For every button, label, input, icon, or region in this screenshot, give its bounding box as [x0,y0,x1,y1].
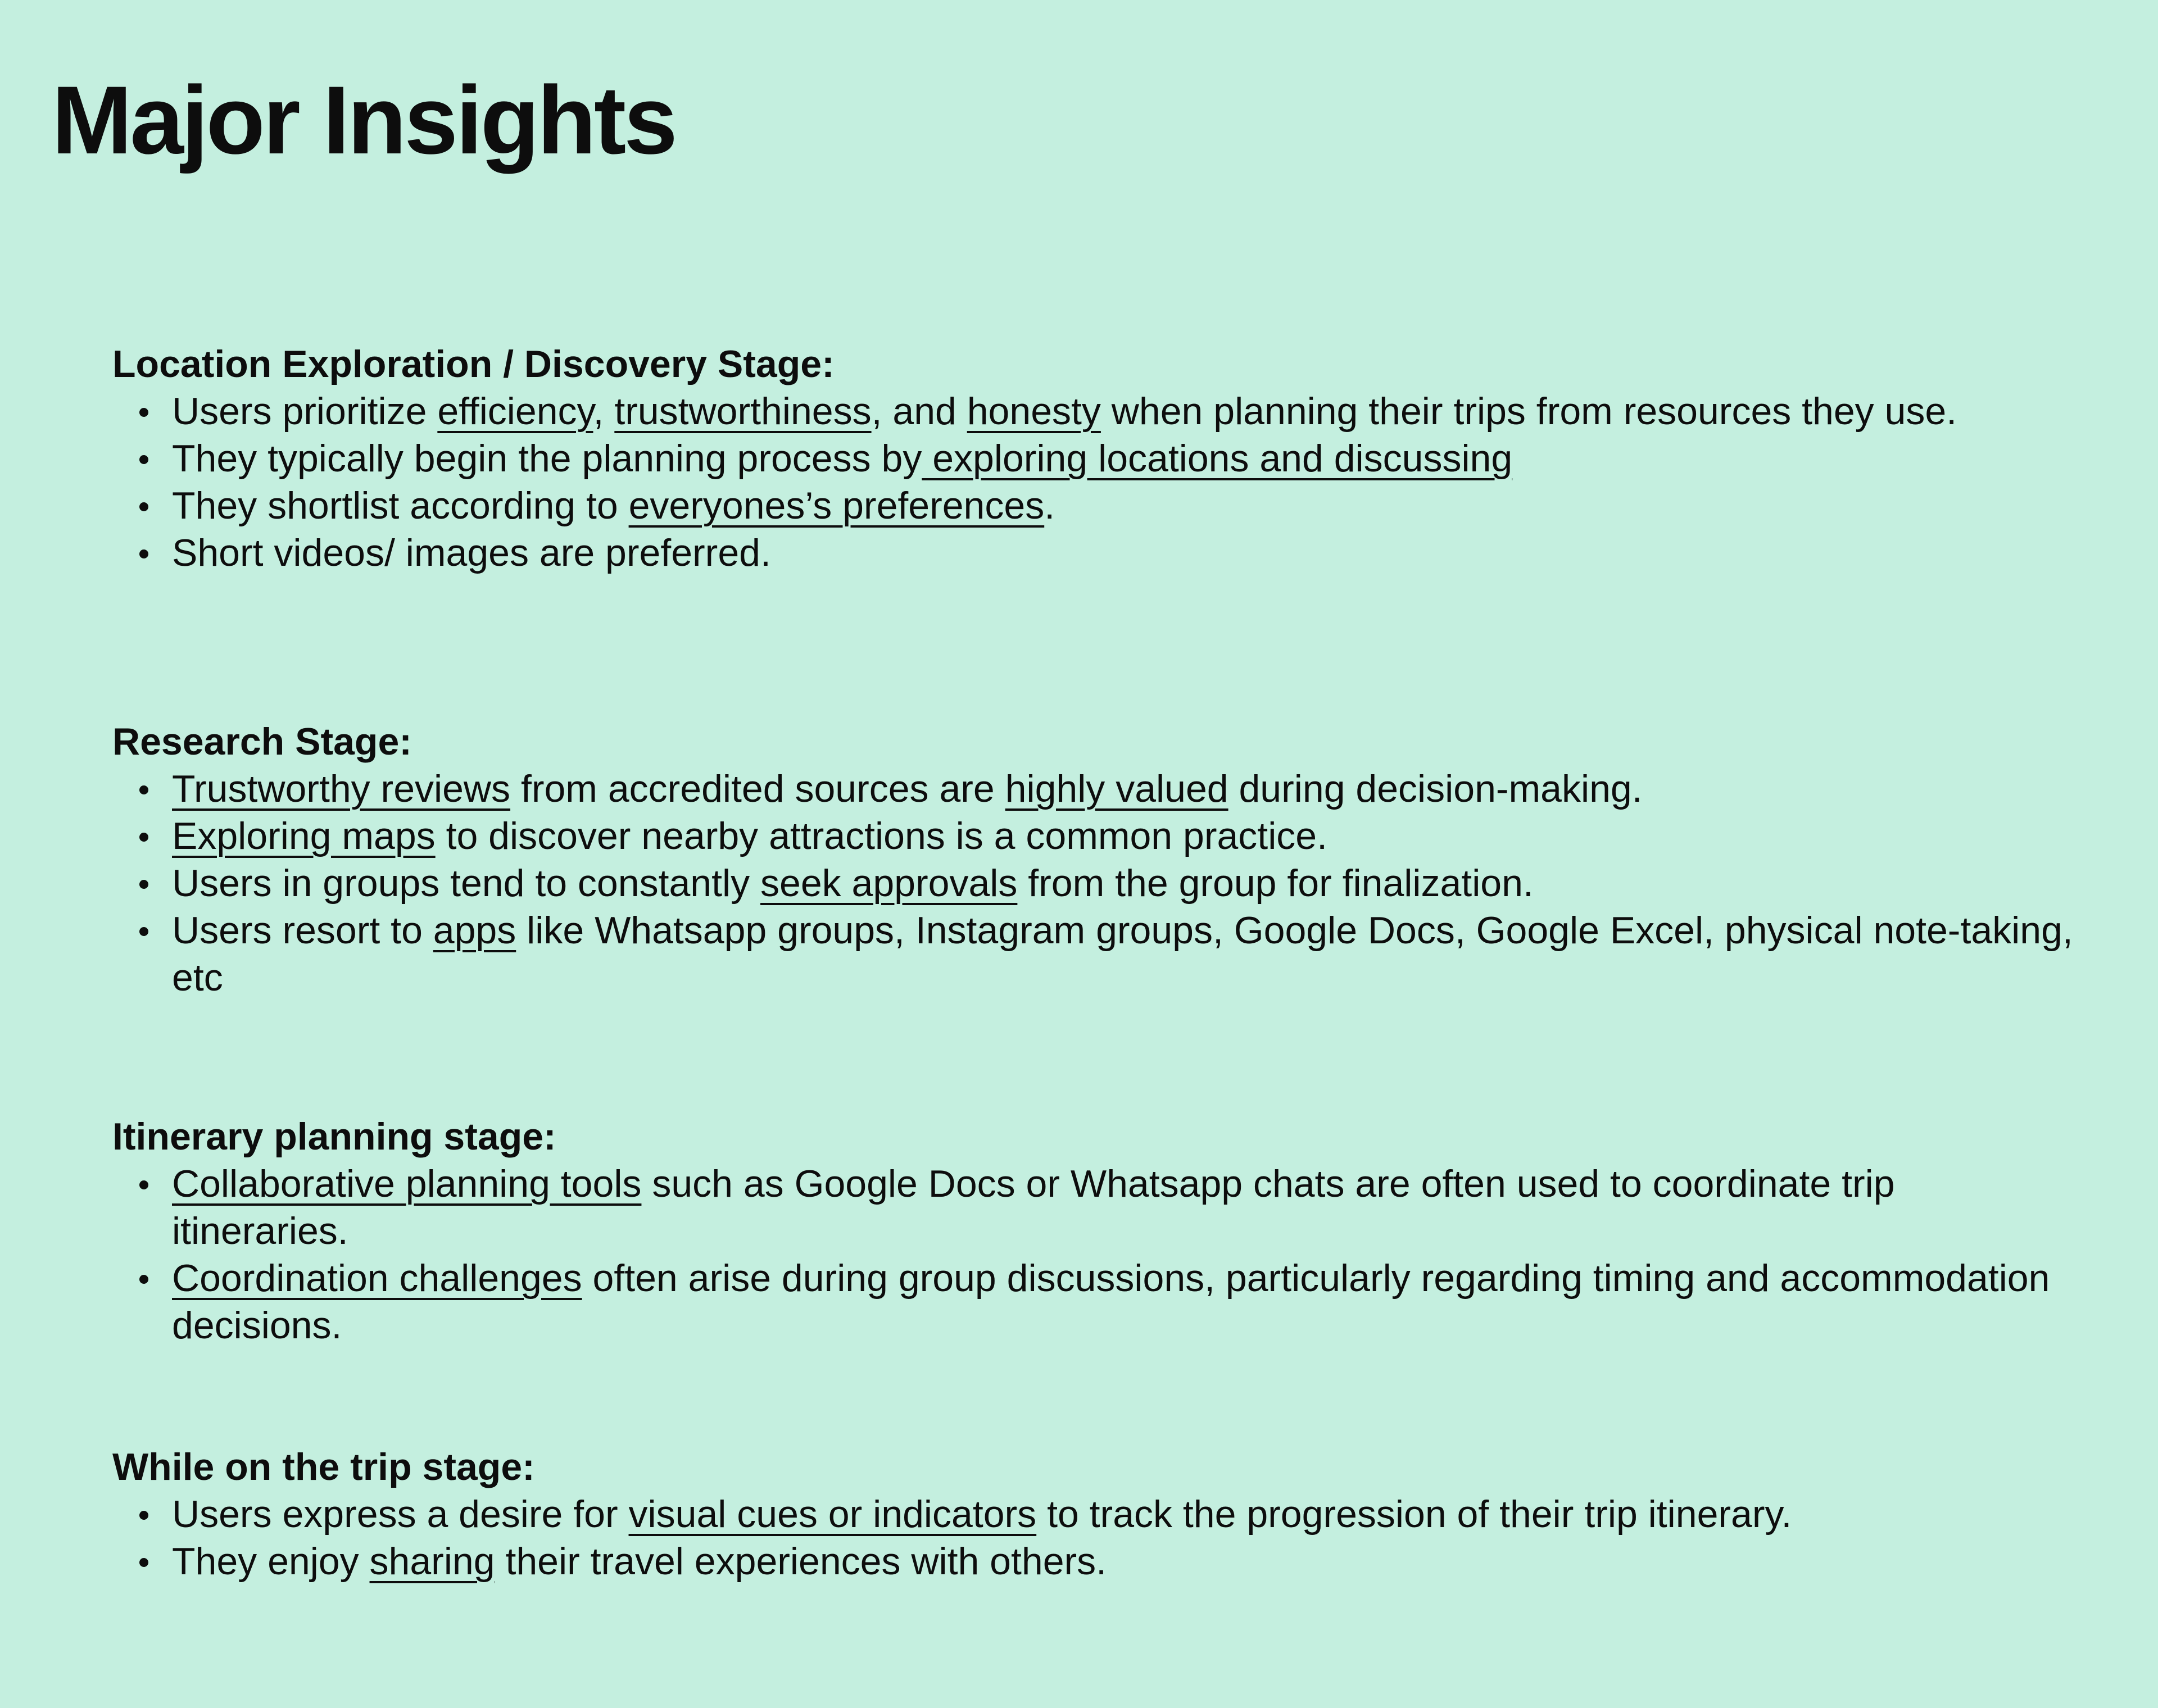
underlined-phrase: highly valued [1005,767,1228,810]
section-location-exploration [112,340,2079,576]
text-segment: from accredited sources are [510,767,1005,810]
list-item [112,388,2079,435]
list-item [112,812,2079,860]
section-while-on-trip [112,1443,2079,1585]
bullet-list [112,1491,2079,1585]
underlined-phrase: visual cues or indicators [628,1493,1037,1536]
bullet-icon [139,785,148,794]
section-heading: Research Stage: [112,720,412,763]
underlined-phrase: honesty [967,390,1101,433]
list-item [112,1491,2079,1538]
bullet-icon [139,880,148,889]
text-segment: They shortlist according to [172,484,629,527]
list-item [112,860,2079,907]
bullet-icon [139,549,148,558]
section-heading: While on the trip stage: [112,1446,535,1488]
list-item [112,482,2079,529]
text-segment: They typically begin the planning process by [172,437,922,480]
bullet-icon [139,927,148,936]
text-segment: They enjoy [172,1540,370,1583]
list-item [112,765,2079,812]
underlined-phrase: exploring locations and discussing [922,437,1513,480]
list-item [112,435,2079,482]
bullet-icon [139,1180,148,1189]
text-segment: , [593,390,615,433]
text-segment: , and [871,390,967,433]
section-research [112,718,2079,1001]
list-item [112,1160,2079,1255]
underlined-phrase: sharing [369,1540,495,1583]
text-segment: often arise during group discussions, particularly regarding timing and accommodation decisions. [172,1257,2050,1347]
bullet-icon [139,1275,148,1284]
bullet-list [112,765,2079,1001]
text-segment: Short videos/ images are preferred. [172,532,771,574]
text-segment: Users in groups tend to constantly [172,862,760,905]
text-segment: Users resort to [172,909,433,952]
underlined-phrase: Coordination challenges [172,1257,582,1300]
text-segment: to track the progression of their trip itinerary. [1036,1493,1792,1536]
bullet-icon [139,408,148,417]
bullet-icon [139,833,148,842]
underlined-phrase: Exploring maps [172,815,436,857]
page-title: Major Insights [52,66,675,174]
list-item [112,907,2079,1001]
bullet-icon [139,1558,148,1567]
list-item [112,1255,2079,1349]
underlined-phrase: apps [433,909,516,952]
underlined-phrase: trustworthiness [614,390,872,433]
text-segment: their travel experiences with others. [495,1540,1107,1583]
bullet-icon [139,502,148,511]
bullet-icon [139,1511,148,1520]
underlined-phrase: everyones’s preferences [628,484,1045,527]
section-itinerary-planning [112,1113,2079,1349]
underlined-phrase: Trustworthy reviews [172,767,511,810]
bullet-list [112,1160,2079,1349]
section-heading: Itinerary planning stage: [112,1115,556,1158]
underlined-phrase: seek approvals [760,862,1018,905]
text-segment: when planning their trips from resources they use. [1100,390,1957,433]
text-segment: Users prioritize [172,390,438,433]
underlined-phrase: Collaborative planning tools [172,1162,642,1205]
text-segment: like Whatsapp groups, Instagram groups, Google Docs, Google Excel, physical note-taking, etc [172,909,2073,999]
list-item [112,529,2079,576]
text-segment: to discover nearby attractions is a common practice. [435,815,1328,857]
text-segment: Users express a desire for [172,1493,629,1536]
text-segment: from the group for finalization. [1017,862,1534,905]
list-item [112,1538,2079,1585]
text-segment: . [1044,484,1055,527]
text-segment: during decision-making. [1228,767,1643,810]
underlined-phrase: efficiency [437,390,593,433]
bullet-icon [139,455,148,464]
bullet-list [112,388,2079,576]
section-heading: Location Exploration / Discovery Stage: [112,343,835,385]
text-segment: such as Google Docs or Whatsapp chats are often used to coordinate trip itineraries. [172,1162,1895,1252]
